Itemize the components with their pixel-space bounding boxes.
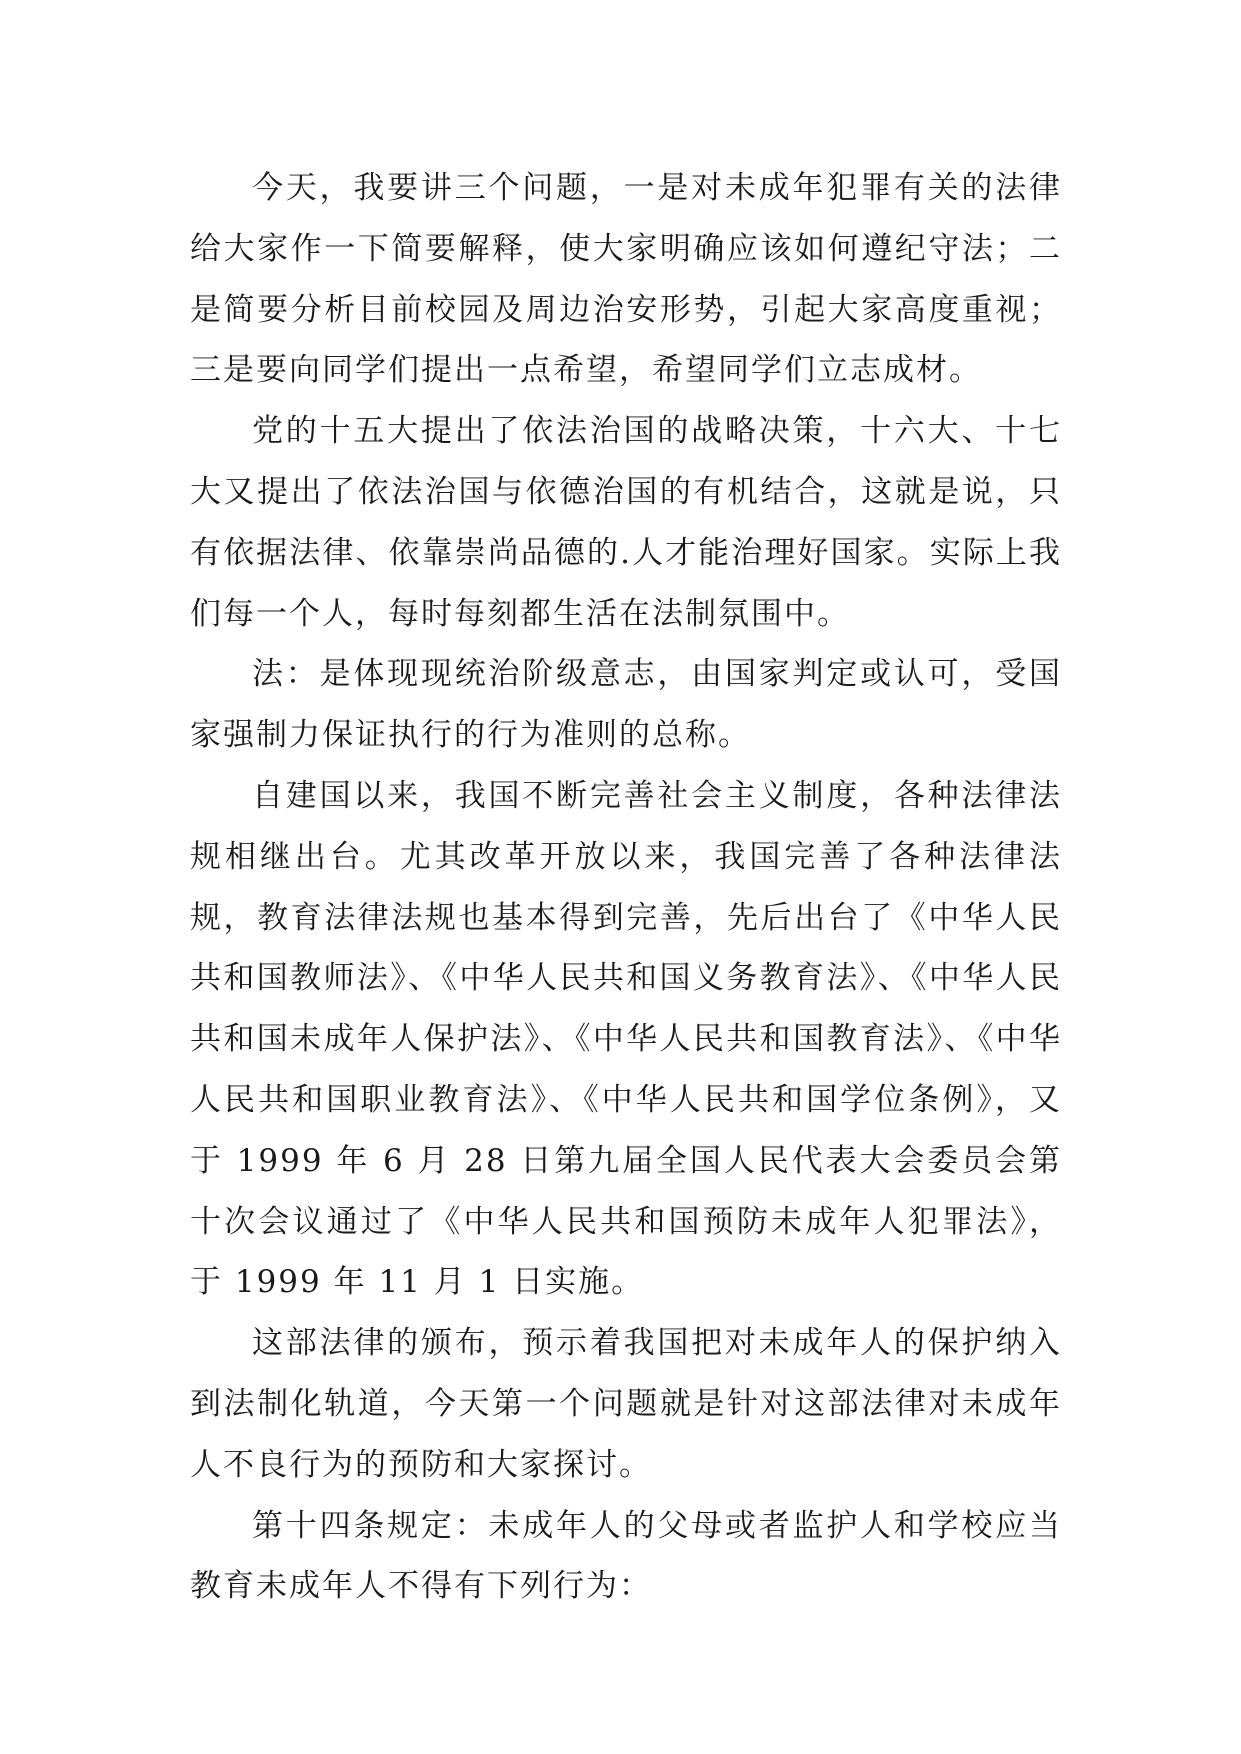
document-body: [190, 158, 1062, 1617]
paragraph-article-fourteen: 第十四条规定：未成年人的父母或者监护人和学校应当教育未成年人不得有下列行为：: [190, 1507, 1062, 1605]
paragraph-intro: 今天，我要讲三个问题，一是对未成年犯罪有关的法律给大家作一下简要解释，使大家明确应该如何遵纪守法；二是简要分析目前校园及周边治安形势，引起大家高度重视；三是要向同学们提出一点希望，希望同学们立志成材。: [190, 170, 1062, 389]
paragraph-rule-of-law: 党的十五大提出了依法治国的战略决策，十六大、十七大又提出了依法治国与依德治国的有机结合，这就是说，只有依据法律、依靠崇尚品德的.人才能治理好国家。实际上我们每一个人，每时每刻都生活在法制氛围中。: [190, 413, 1062, 632]
paragraph-legislation-history: 自建国以来，我国不断完善社会主义制度，各种法律法规相继出台。尤其改革开放以来，我国完善了各种法律法规，教育法律法规也基本得到完善，先后出台了《中华人民共和国教师法》、《中华人民共和国义务教育法》、《中华人民共和国未成年人保护法》、《中华人民共和国教育法》、《中华人民共和国职业教育法》、《中华人民共和国学位条例》，又于 1999 年 6 月 28 日第九届全国人民代表大会委员会第十次会议通过了《中华人民共和国预防未成年人犯罪法》，于 1999 年 11 月 1 日实施。: [190, 777, 1062, 1301]
paragraph-law-definition: 法：是体现现统治阶级意志，由国家判定或认可，受国家强制力保证执行的行为准则的总称。: [190, 656, 1062, 754]
paragraph-law-significance: 这部法律的颁布，预示着我国把对未成年人的保护纳入到法制化轨道，今天第一个问题就是针对这部法律对未成年人不良行为的预防和大家探讨。: [190, 1325, 1062, 1483]
